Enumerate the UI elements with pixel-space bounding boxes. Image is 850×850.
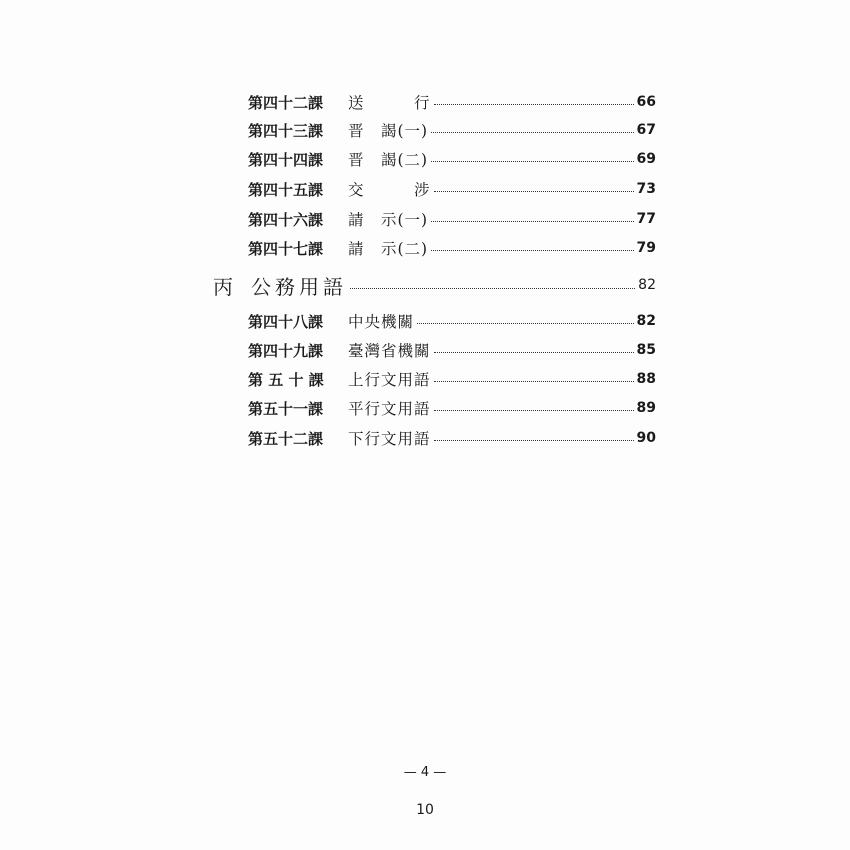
dot-leader [431,221,633,222]
lesson-title: 請 示(二) [348,240,429,258]
toc-entry [248,206,656,232]
toc-entry [248,176,656,202]
toc-entry [248,146,656,172]
dot-leader [434,410,634,411]
page-number: 89 [636,400,656,416]
section-title: 公務用語 [251,274,347,299]
page-number: 67 [636,122,656,138]
printed-page-number: — 4 — [403,765,447,780]
page-number: 79 [636,240,656,256]
lesson-title: 請 示(一) [348,211,429,229]
lesson-number: 第 五 十 課 [248,370,324,389]
toc-entry [248,235,656,261]
dot-leader [434,191,634,192]
dot-leader [434,352,634,353]
lesson-number: 第四十二課 [248,93,324,112]
page-number: 66 [636,94,656,110]
lesson-number: 第五十一課 [248,399,324,418]
dot-leader [431,161,633,162]
toc-entry [248,395,656,421]
dot-leader [431,250,633,251]
toc-section-heading [213,270,656,300]
section-mark: 丙 [213,274,233,299]
toc-entry [248,425,656,451]
lesson-title: 上行文用語 [348,371,431,389]
lesson-number: 第四十八課 [248,312,324,331]
dot-leader [434,440,634,441]
lesson-number: 第四十三課 [248,121,324,140]
dot-leader [350,288,635,289]
toc-entry [248,366,656,392]
lesson-title: 交 涉 [348,181,431,199]
scan-page-number: 10 [416,802,434,818]
lesson-title: 平行文用語 [348,400,431,418]
toc-entry [248,337,656,363]
lesson-number: 第四十六課 [248,210,324,229]
page-number: 90 [636,430,656,446]
lesson-number: 第四十九課 [248,341,324,360]
page-number: 85 [636,342,656,358]
lesson-number: 第四十四課 [248,150,324,169]
page-number: 82 [638,277,656,293]
dot-leader [434,381,634,382]
page-number: 69 [636,151,656,167]
page-number: 82 [636,313,656,329]
lesson-title: 送 行 [348,94,431,112]
lesson-title: 晋 謁(二) [348,151,429,169]
lesson-number: 第四十五課 [248,180,324,199]
dot-leader [417,323,634,324]
dot-leader [431,132,633,133]
toc-entry [248,117,656,143]
lesson-title: 中央機關 [348,313,415,331]
lesson-title: 晋 謁(一) [348,122,429,140]
page-number: 73 [636,181,656,197]
toc-entry [248,308,656,334]
page-number: 77 [636,211,656,227]
lesson-title: 臺灣省機關 [348,342,431,360]
lesson-number: 第五十二課 [248,429,324,448]
page-number: 88 [636,371,656,387]
lesson-number: 第四十七課 [248,239,324,258]
toc-entry [248,89,656,115]
lesson-title: 下行文用語 [348,430,431,448]
dot-leader [434,104,634,105]
